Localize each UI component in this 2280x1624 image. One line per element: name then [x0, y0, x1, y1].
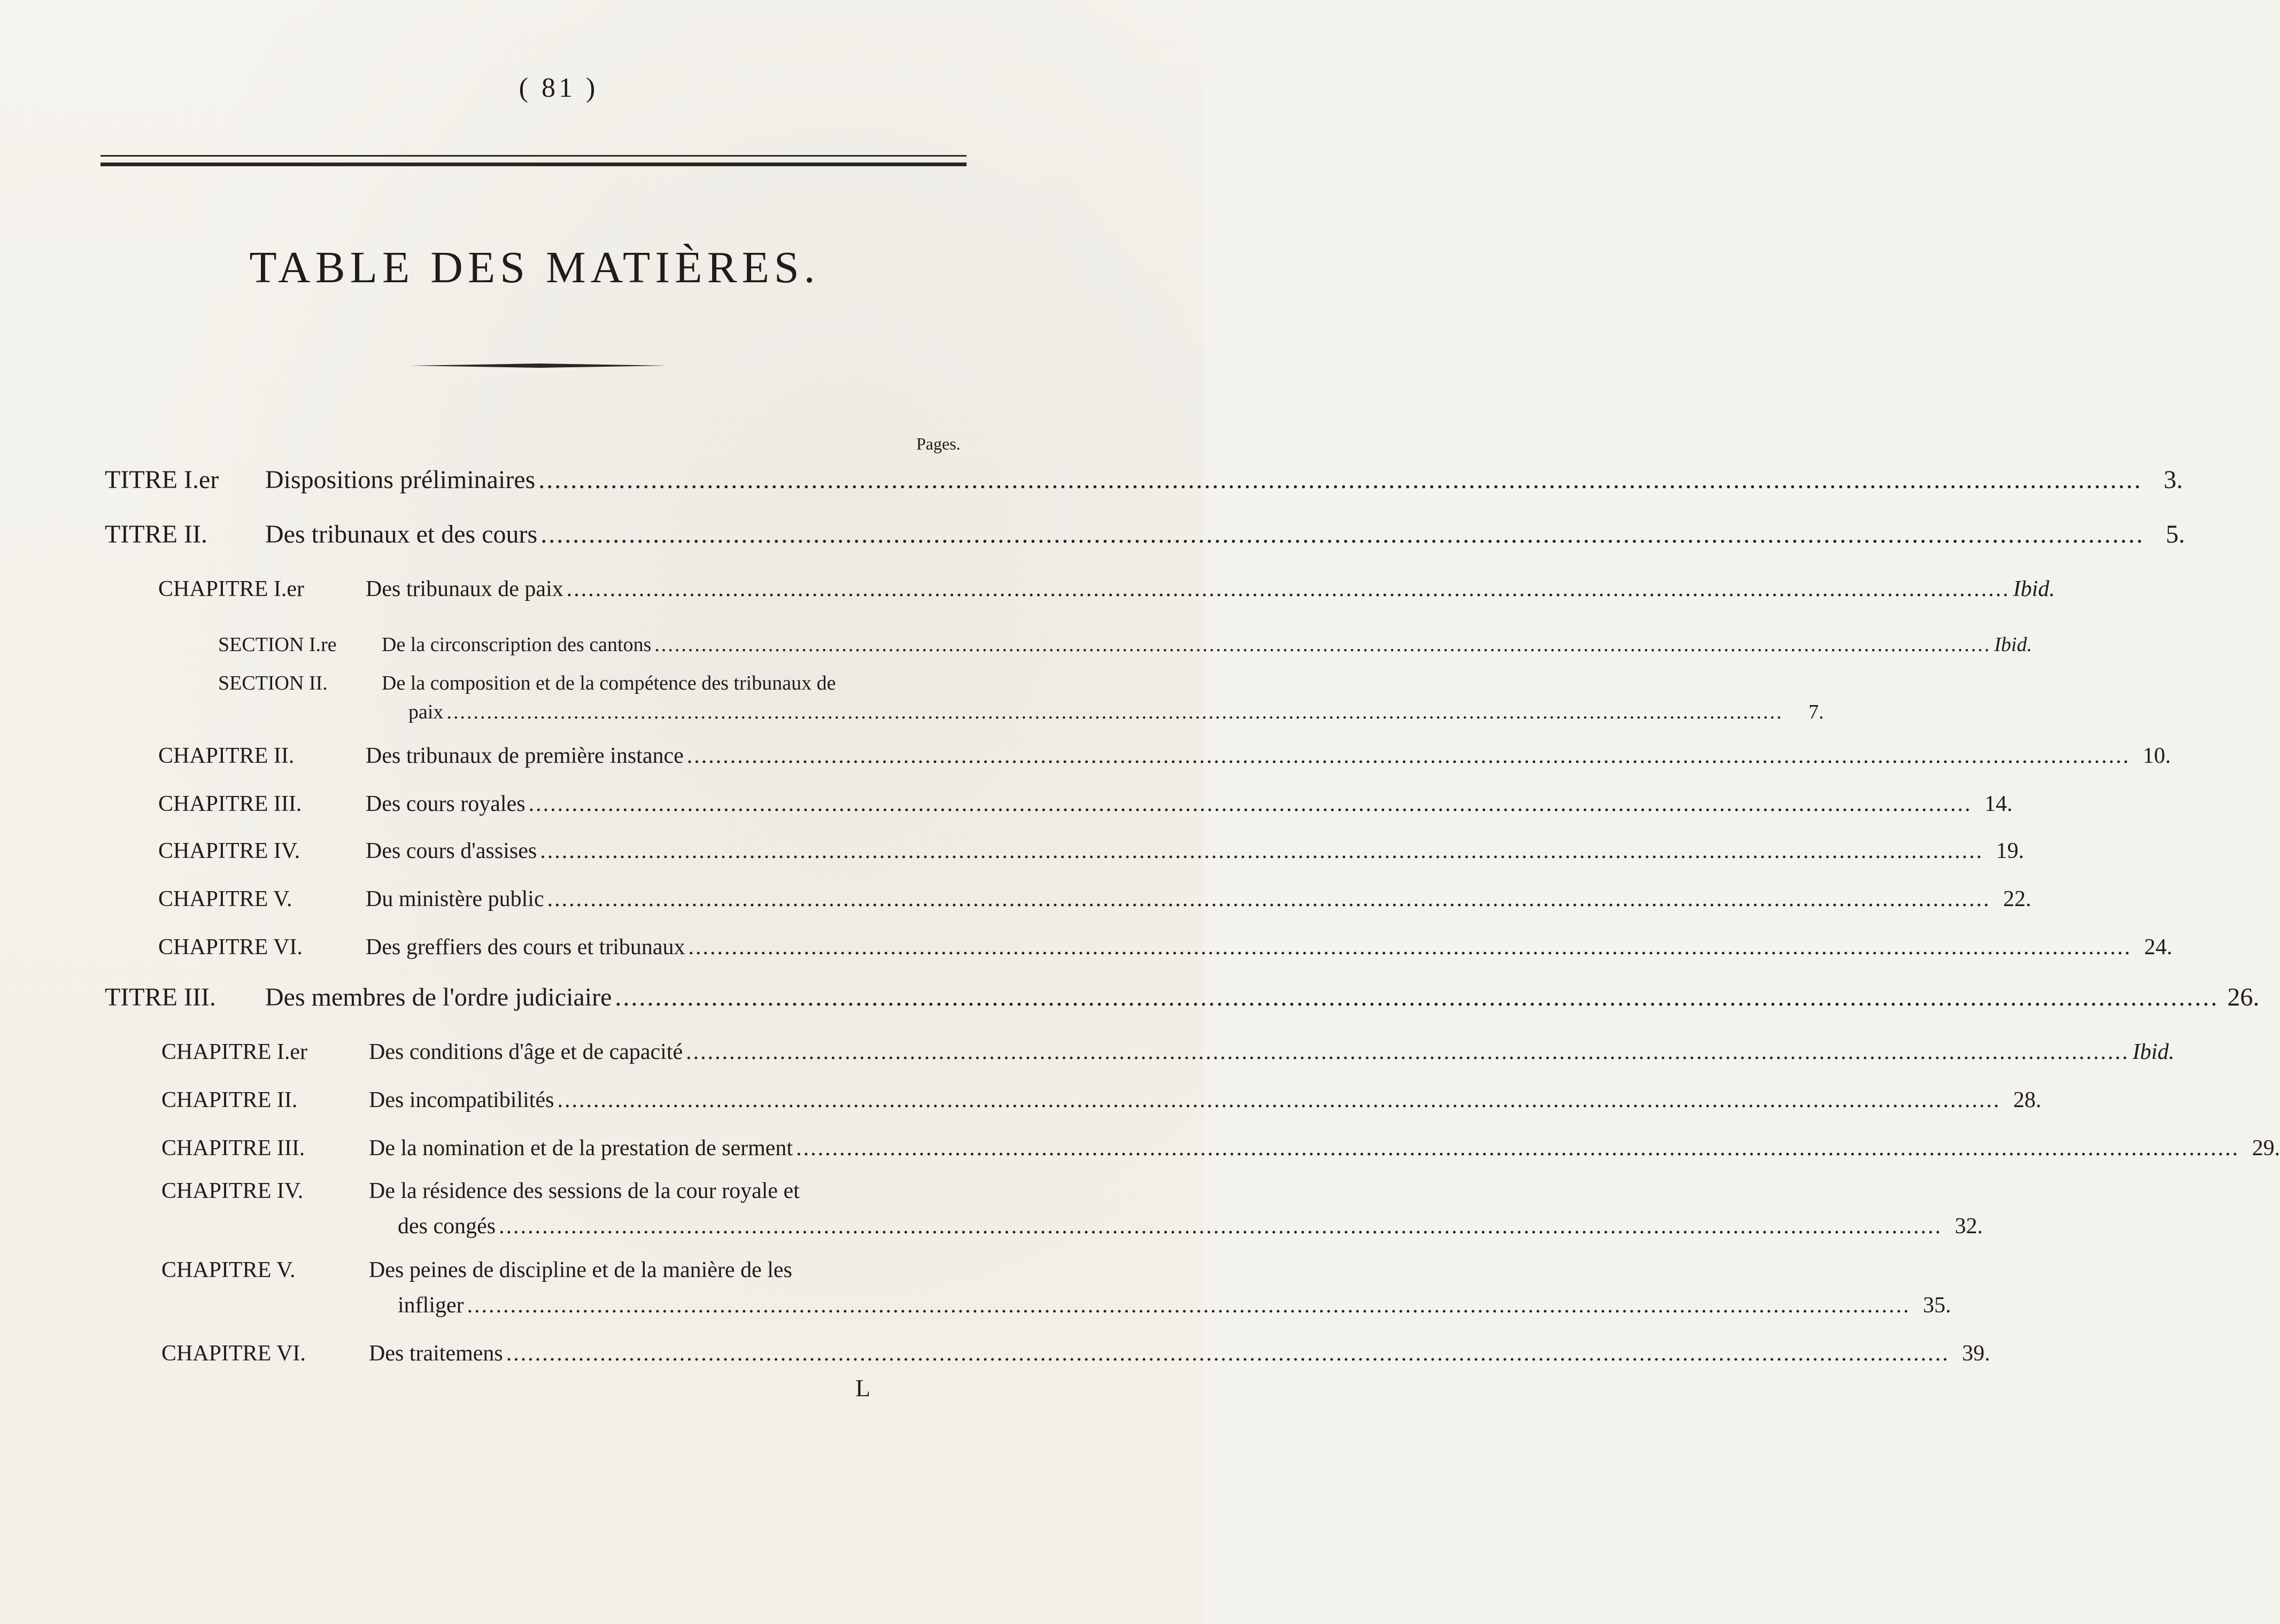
- toc-label: SECTION II.: [218, 672, 328, 694]
- toc-label: CHAPITRE V.: [158, 887, 292, 911]
- toc-label: CHAPITRE IV.: [158, 839, 300, 863]
- toc-label: CHAPITRE VI.: [161, 1341, 306, 1366]
- toc-text: De la résidence des sessions de la cour royale et: [369, 1179, 800, 1203]
- toc-entry-chapitre-6: [158, 934, 2173, 960]
- page-folio: ( 81 ): [519, 73, 599, 103]
- leader-dots: ........................................................................................................................................................................................................: [615, 983, 2219, 1011]
- toc-text: Des tribunaux de première instance: [366, 744, 684, 768]
- toc-entry-chapitre-5: [158, 886, 2031, 912]
- leader-dots: ........................................................................................................................................................................................................: [540, 839, 1984, 863]
- toc-page: Ibid.: [1994, 633, 2032, 656]
- leader-dots: ........................................................................................................................................................................................................: [688, 935, 2132, 960]
- toc-text: Des cours royales: [366, 792, 525, 816]
- toc-label: TITRE II.: [105, 520, 207, 548]
- toc-page: 7.: [1808, 701, 1824, 723]
- leader-dots: ........................................................................................................................................................................................................: [557, 1088, 2001, 1112]
- toc-text: Du ministère public: [366, 887, 544, 911]
- leader-dots: ........................................................................................................................................................................................................: [528, 792, 1972, 816]
- toc-text-continued: paix: [408, 701, 444, 723]
- toc-text: Des conditions d'âge et de capacité: [369, 1040, 683, 1064]
- leader-dots: ........................................................................................................................................................................................................: [467, 1293, 1911, 1318]
- toc-entry-chapitre-3-titre-3: [161, 1135, 2280, 1161]
- toc-entry-chapitre-1: [158, 576, 2055, 602]
- toc-entry-chapitre-1-titre-3: [161, 1039, 2175, 1065]
- toc-entry-chapitre-4-titre-3-line1: [161, 1178, 800, 1204]
- toc-page: 14.: [1984, 792, 2013, 816]
- leader-dots: ........................................................................................................................................................................................................: [540, 520, 2145, 548]
- toc-label: CHAPITRE VI.: [158, 935, 303, 960]
- leader-dots: ........................................................................................................................................................................................................: [654, 633, 1991, 656]
- toc-text-continued: des congés: [398, 1214, 496, 1239]
- toc-text: Des greffiers des cours et tribunaux: [366, 935, 685, 960]
- toc-text: Dispositions préliminaires: [265, 466, 536, 494]
- toc-entry-section-2-line1: [218, 671, 836, 695]
- toc-page: 35.: [1923, 1293, 1951, 1318]
- toc-label: CHAPITRE IV.: [161, 1179, 304, 1203]
- toc-text: Des cours d'assises: [366, 839, 537, 863]
- leader-dots: ........................................................................................................................................................................................................: [686, 744, 2130, 768]
- toc-page: 26.: [2227, 983, 2260, 1011]
- toc-label: CHAPITRE III.: [158, 792, 302, 816]
- leader-dots: ........................................................................................................................................................................................................: [446, 701, 1783, 723]
- toc-entry-chapitre-6-titre-3: [161, 1341, 1990, 1366]
- toc-page: 28.: [2013, 1088, 2042, 1112]
- toc-page: 32.: [1954, 1214, 1983, 1239]
- toc-entry-chapitre-3: [158, 791, 2013, 817]
- leader-dots: ........................................................................................................................................................................................................: [686, 1040, 2130, 1064]
- toc-text: Des tribunaux et des cours: [265, 520, 538, 548]
- toc-entry-chapitre-2-titre-3: [161, 1087, 2042, 1113]
- toc-text: Des tribunaux de paix: [366, 577, 563, 601]
- toc-label: CHAPITRE III.: [161, 1136, 305, 1161]
- toc-page: 10.: [2143, 744, 2171, 768]
- toc-page: 24.: [2144, 935, 2173, 960]
- toc-text: Des membres de l'ordre judiciaire: [265, 983, 612, 1011]
- toc-page: 19.: [1996, 839, 2024, 863]
- toc-text: De la composition et de la compétence des tribunaux de: [382, 672, 836, 694]
- toc-label: CHAPITRE II.: [158, 744, 295, 768]
- toc-label: CHAPITRE I.er: [161, 1040, 307, 1064]
- toc-label: CHAPITRE V.: [161, 1258, 296, 1282]
- leader-dots: ........................................................................................................................................................................................................: [506, 1341, 1950, 1366]
- toc-page: 39.: [1962, 1341, 1990, 1366]
- toc-entry-chapitre-5-titre-3-line1: [161, 1257, 792, 1283]
- toc-entry-chapitre-2: [158, 743, 2171, 769]
- toc-page: 22.: [2003, 887, 2031, 911]
- leader-dots: ........................................................................................................................................................................................................: [499, 1214, 1943, 1239]
- toc-text: Des traitemens: [369, 1341, 503, 1366]
- toc-text: Des incompatibilités: [369, 1088, 554, 1112]
- toc-text: Des peines de discipline et de la manière de les: [369, 1258, 792, 1282]
- toc-entry-section-2-line2: [408, 700, 1824, 724]
- toc-page: 3.: [2163, 466, 2183, 494]
- toc-label: TITRE III.: [105, 983, 216, 1011]
- toc-label: CHAPITRE I.er: [158, 577, 304, 601]
- toc-entry-chapitre-5-titre-3-line2: [398, 1293, 1951, 1318]
- header-double-rule: [101, 155, 967, 168]
- title-ornament-rule: [411, 364, 667, 368]
- toc-entry-section-1: [218, 633, 2032, 656]
- toc-text: De la circonscription des cantons: [382, 633, 652, 656]
- leader-dots: ........................................................................................................................................................................................................: [566, 577, 2010, 601]
- catchword: L: [855, 1374, 871, 1402]
- toc-text: De la nomination et de la prestation de serment: [369, 1136, 793, 1161]
- toc-entry-titre-1: [105, 465, 2183, 494]
- page-title: TABLE DES MATIÈRES.: [249, 243, 820, 292]
- toc-label: SECTION I.re: [218, 633, 337, 656]
- toc-page: 5.: [2166, 520, 2185, 548]
- toc-page: Ibid.: [2013, 577, 2055, 601]
- toc-label: TITRE I.er: [105, 466, 219, 494]
- toc-label: CHAPITRE II.: [161, 1088, 298, 1112]
- toc-entry-chapitre-4-titre-3-line2: [398, 1213, 1983, 1239]
- pages-column-label: Pages.: [916, 434, 961, 453]
- leader-dots: ........................................................................................................................................................................................................: [538, 466, 2143, 494]
- leader-dots: ........................................................................................................................................................................................................: [796, 1136, 2240, 1161]
- toc-entry-chapitre-4: [158, 838, 2024, 864]
- toc-page: Ibid.: [2132, 1040, 2175, 1064]
- toc-page: 29.: [2252, 1136, 2280, 1161]
- toc-text-continued: infliger: [398, 1293, 464, 1318]
- toc-entry-titre-3: [105, 983, 2260, 1012]
- leader-dots: ........................................................................................................................................................................................................: [547, 887, 1991, 911]
- toc-entry-titre-2: [105, 520, 2185, 549]
